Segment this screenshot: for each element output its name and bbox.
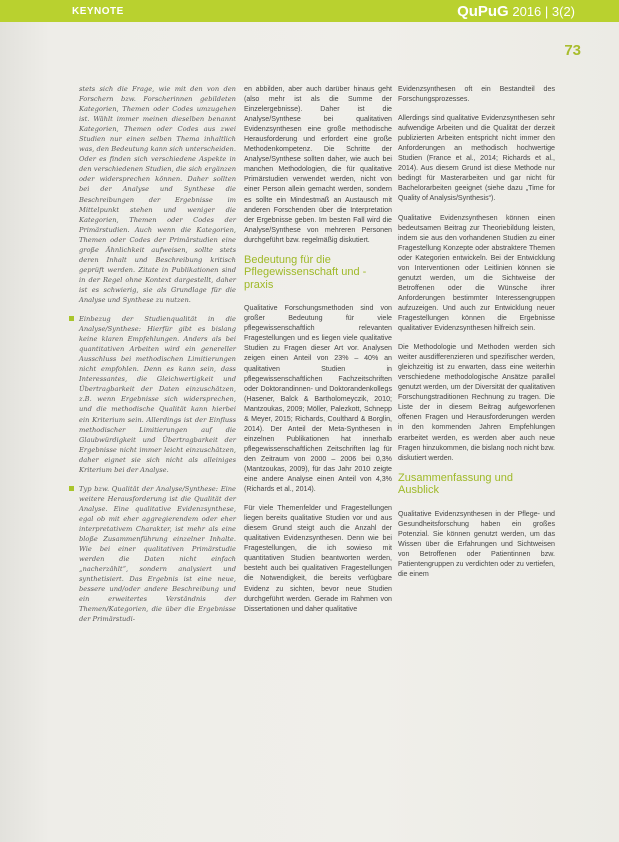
journal-issue: 2016 | 3(2) bbox=[512, 4, 575, 19]
paragraph: Für viele Themenfelder und Fragestellungen liegen bereits qualitative Studien vor und aus diesem Grund steigt auch die Anzahl der qualitativen Evidenzsynthesen. Denn wie bei Fragestellungen, die ich sowieso mit quantitativen Studien beantworten werden, besteht auch bei qualitativen Fragestellungen die Notwendigkeit, die bereits verfügbare Evidenz zu sichten, bevor neue Studien durchgeführt werden. Gerade im Rahmen von Dissertationen und daher qualitative bbox=[244, 504, 392, 613]
paragraph: stets sich die Frage, wie mit den von den Forschern bzw. Forscherinnen gebildeten Kategorien, Themen oder Codes umzugehen ist. Wählt immer meinen dieselben benannt Kategorien, Themen oder Codes aus zwei Studien nur einen selben Thema inhaltlich was, den Bedeutung kann sich unterscheiden. Oder es finden sich verschiedene Aspekte in den verschiedenen Studien, die sich ergänzen oder widersprechen können. Daher sollten bei der Analyse und Synthese die Beschreibungen der Ergebnisse im Mittelpunkt stehen und weniger die Kategorien, Themen oder Codes der Primärstudien. Auch wenn die Kategorien, Themen oder Codes der Primärstudien eine große Ähnlichkeit aufweisen, sollte stets deren Inhalt und Beschreibung kritisch geprüft werden. Zitate in Publikationen sind in der Regel ohne Kontext dargestellt, daher ist es schwierig, sie als Grundlage für die Analyse und Synthese zu nutzen. bbox=[79, 85, 236, 304]
page-number: 73 bbox=[564, 42, 581, 59]
journal-name: QuPuG bbox=[457, 3, 509, 20]
bullet-text: Einbezug der Studienqualität in die Analyse/Synthese: Hierfür gibt es bislang keine klaren Empfehlungen. Anders als bei quantitativen Arbeiten wird ein genereller Ausschluss bei methodischen Limitierungen nicht empfohlen. Denn es kann sein, dass Interessantes, die Gleichwertigkeit und Übertragbarkeit der Daten einzuschätzen, z.B. wenn Ergebnisse sich widersprechen, und die methodische Qualität kann hierbei ein Kriterium sein. Allerdings ist der Einfluss methodischer Limitierungen auf die Glaubwürdigkeit und Übertragbarkeit der Ergebnisse nicht immer leicht einzuschätzen, daher eignet sie sich nicht als alleiniges Kriterium bei der Analyse. bbox=[79, 315, 236, 474]
paragraph: Die Methodologie und Methoden werden sich weiter ausdifferenzieren und spezifischer werden, gleichzeitig ist zu erwarten, dass eine weiterhin verschiedene methodologische Ansätze parallel genutzt werden, um der Diversität der qualitativen Forschungstraditionen Rechnung zu tragen. Die Liste der in diesem Beitrag aufgeworfenen offenen Fragen und Herausforderungen werden in den kommenden Jahren Empfehlungen erarbeitet werden, es werden aber auch neue Fragen hinzukommen, die bislang noch nicht bzw. diskutiert werden. bbox=[398, 343, 555, 462]
bullet-text: Typ bzw. Qualität der Analyse/Synthese: Eine weitere Herausforderung ist die Qualität der Analyse. Eine qualitative Evidenzsynthese, egal ob mit eher aggregierendem oder eher interpretativem Charakter, ist mehr als eine bloße Zusammenführung einzelner Inhalte. Wie bei einer qualitativen Primärstudie werden die Daten nicht einfach „nacherzählt“, sondern analysiert und synthetisiert. Das Ergebnis ist eine neue, bessere und/oder andere Beschreibung und ein erweitertes Verständnis der Themen/Kategorien, die über die Ergebnisse der Primärstudi- bbox=[79, 484, 236, 624]
bullet-item bbox=[69, 484, 236, 625]
journal-title bbox=[457, 3, 575, 20]
section-heading: Bedeutung für die Pflegewissenschaft und -praxis bbox=[244, 253, 367, 291]
section-label: KEYNOTE bbox=[72, 6, 124, 17]
column-right bbox=[398, 84, 555, 588]
column-middle bbox=[244, 84, 392, 623]
bullet-item bbox=[69, 314, 236, 475]
section-heading: Zusammenfassung und Ausblick bbox=[398, 471, 513, 497]
paragraph: Evidenzsynthesen oft ein Bestandteil des Forschungsprozesses. bbox=[398, 85, 555, 104]
column-left bbox=[79, 84, 236, 633]
paragraph: Allerdings sind qualitative Evidenzsynthesen sehr aufwendige Arbeiten und die Qualität der derzeit publizierten Arbeiten entspricht nicht immer den Anforderungen an methodisch hochwertige Studien (France et al., 2014; Richards et al., 2014). Aus diesem Grund ist diese Methode nur bedingt für Masterarbeiten und gar nicht für Bachelorarbeiten geeignet (siehe dazu „Time for Quality of Analysis/Synthesis“). bbox=[398, 114, 555, 203]
bullet-marker-icon bbox=[69, 316, 74, 321]
paragraph: Qualitative Forschungsmethoden sind von großer Bedeutung für viele pflegewissenschaftlich relevanten Fragestellungen und es liegen viele qualitative Studien zu Fragen dieser Art vor. Analysen zeigen einen Anteil von 23% – 40% an qualitativen Studien in pflegewissenschaftlichen Fachzeitschriften oder Doktorandinnen- und Doktorandenkollegs (Hasener, Balck & Bartholomeyczik, 2010; Mantzoukas, 2009; Möller, Palezkott, Schnepp & Meyer, 2015; Richards, Coulthard & Borglin, 2014). Der Anteil der Meta-Synthesen in einzelnen Publikationen hat innerhalb pflegewissenschaftlichen Zeitschriften lag für den Zeitraum von 2000 – 2006 bei 0,3% (Mantzoukas, 2009), für das Jahr 2010 zeigte eine andere Analyse einen Anteil von 4,3% (Richards et al., 2014). bbox=[244, 304, 392, 494]
bullet-marker-icon bbox=[69, 486, 74, 491]
paragraph: Qualitative Evidenzsynthesen in der Pflege- und Gesundheitsforschung haben ein großes Potenzial. Sie können genutzt werden, um das Wissen über die Erfahrungen und Sichtweisen von Betroffenen oder Patientinnen bzw. Patientengruppen zu verdichten oder zu vertiefen, die einem bbox=[398, 509, 555, 578]
paragraph: en abbilden, aber auch darüber hinaus geht (also mehr ist als die Summe der Einzelergebnisse). Daher ist die Analyse/Synthese bei qualitativen Evidenzsynthesen eine große methodische Herausforderung und erfordert eine große Methodenkompetenz. Die Schritte der Analyse/Synthese sollten daher, wie auch bei manchen Methodologien, die für qualitative Primärstudien verwendet werden, nicht von einer Person allein gemacht werden, sondern es sollte ein Mindestmaß an Austausch mit anderen Forschenden über die Interpretation der Ergebnisse geben. Im besten Fall wird die Analyse/Synthese von mehreren Personen durchgeführt bzw. regelmäßig diskutiert. bbox=[244, 85, 392, 244]
paragraph: Qualitative Evidenzsynthesen können einen bedeutsamen Beitrag zur Theoriebildung leisten, indem sie aus den vorhandenen Studien zu einer Fragestellung Konzepte oder abstraktere Themen oder Kategorien entwickeln. Bei der Entwicklung von Interventionen oder Leitlinien können sie genutzt werden, um die Sichtweise der Betroffenen oder die Wünsche ihrer Anforderungen bestimmter Interessengruppen aufzuzeigen. Und auch zur Entwicklung neuer Fragestellungen können die Ergebnisse qualitativer Evidenzsynthesen hilfreich sein. bbox=[398, 213, 555, 333]
